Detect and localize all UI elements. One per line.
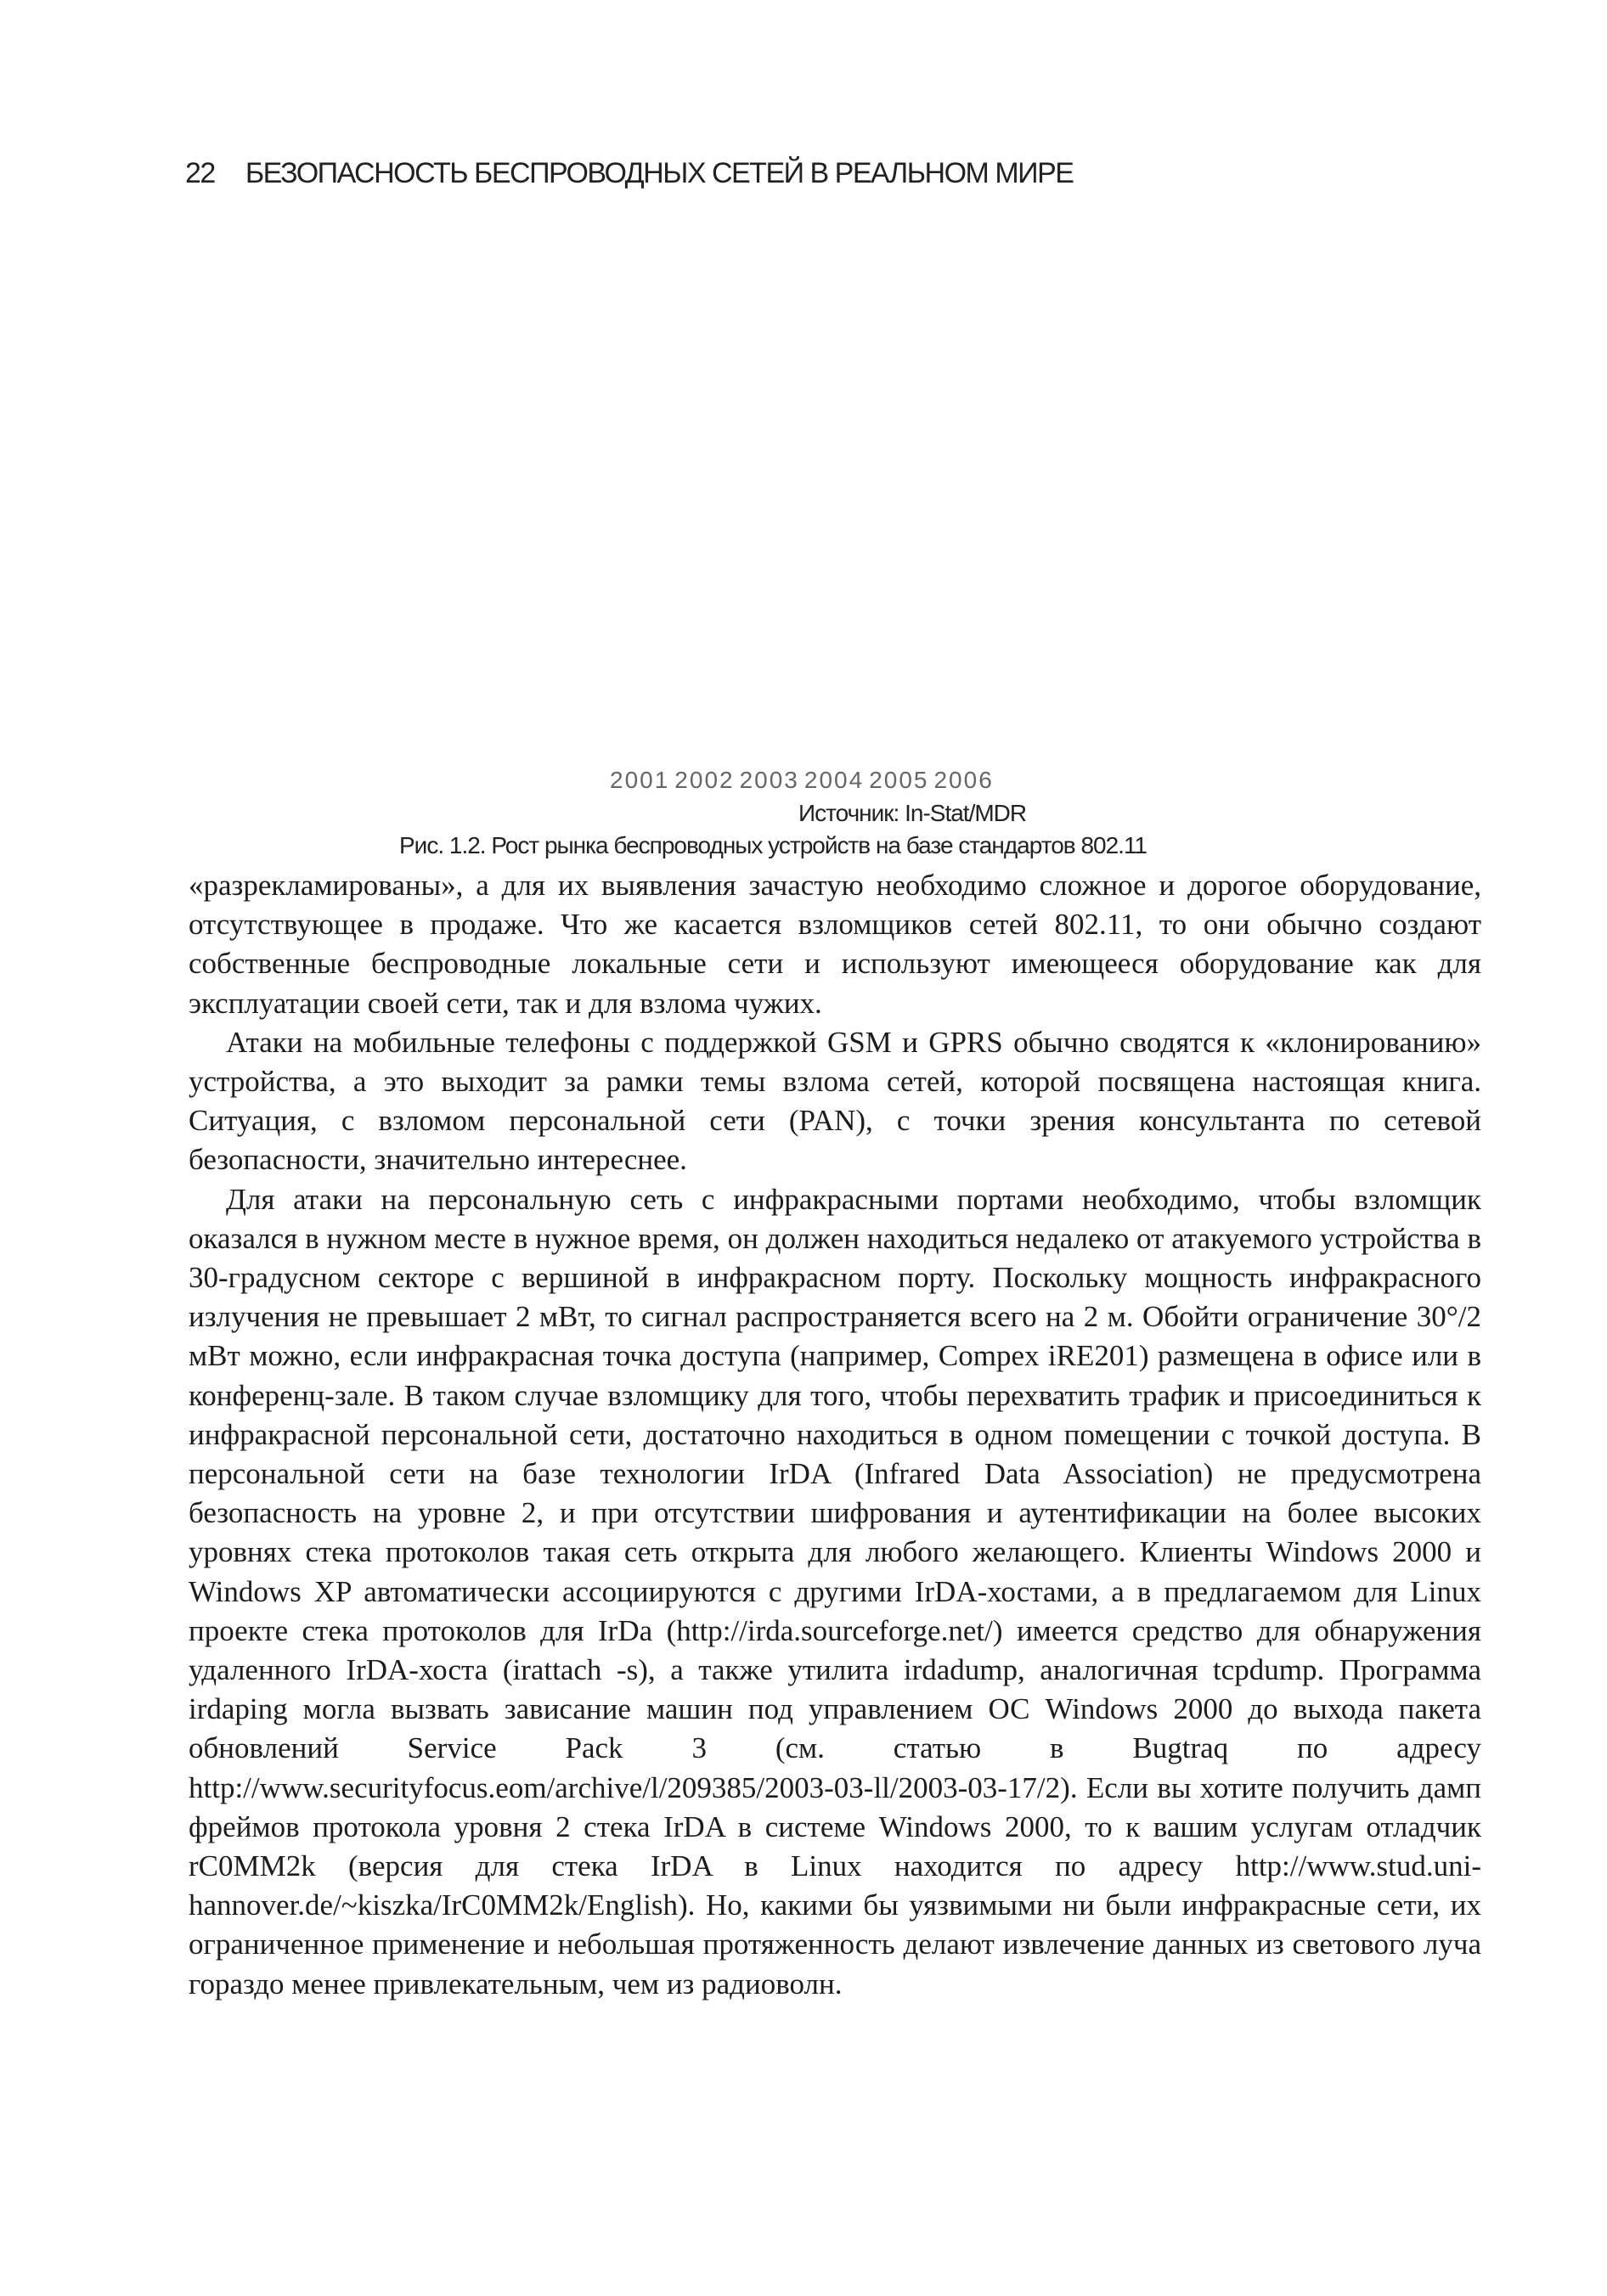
year-label: 2004: [804, 767, 865, 793]
year-label: 2006: [933, 767, 994, 793]
figure-source: Источник: In-Stat/MDR: [798, 800, 1027, 826]
paragraph: Для атаки на персональную сеть с инфракрасными портами необходимо, чтобы взломщик оказался в нужном месте в нужное время, он должен находиться недалеко от атакуемого устройства в 30-градусном секторе с вершиной в инфракрасном порту. Поскольку мощность инфракрасного излучения не превышает 2 мВт, то сигнал распространяется всего на 2 м. Обойти ограничение 30°/2 мВт можно, если инфракрасная точка доступа (например, Compex iRE201) размещена в офисе или в конференц-зале. В таком случае взломщику для того, чтобы перехватить трафик и присоединиться к инфракрасной персональной сети, достаточно находиться в одном помещении с точкой доступа. В персональной сети на базе технологии IrDA (Infrared Data Association) не предусмотрена безопасность на уровне 2, и при отсутствии шифрования и аутентификации на более высоких уровнях стека протоколов такая сеть открыта для любого желающего. Клиенты Windows 2000 и Windows XP автоматически ассоциируются с другими IrDA-хостами, а в предлагаемом для Linux проекте стека протоколов для IrDa (http://irda.sourceforge.net/) имеется средство для обнаружения удаленного IrDA-хоста (irattach -s), а также утилита irdadump, аналогичная tcpdump. Программа irdaping могла вызвать зависание машин под управлением ОС Windows 2000 до выхода пакета обновлений Service Pack 3 (см. статью в Bugtraq по адресу http://www.securityfocus.eom/archive/l/209385/2003-03-ll/2003-03-17/2). Если вы хотите получить дамп фреймов протокола уровня 2 стека IrDA в системе Windows 2000, то к вашим услугам отладчик rC0MM2k (версия для стека IrDA в Linux находится по адресу http://www.stud.uni-hannover.de/~kiszka/IrC0MM2k/English). Но, какими бы уязвимыми ни были инфракрасные сети, их ограниченное применение и небольшая протяженность делают извлечение данных из светового луча гораздо менее привлекательным, чем из радиоволн.: [189, 1182, 1481, 2001]
year-label: 2002: [674, 767, 735, 793]
year-label: 2001: [610, 767, 670, 793]
figure-image-area: [185, 221, 1485, 764]
paragraph: Атаки на мобильные телефоны с поддержкой GSM и GPRS обычно сводятся к «клонированию» устройства, а это выходит за рамки темы взлома сетей, которой посвящена настоящая книга. Ситуация, с взломом персональной сети (PAN), с точки зрения консультанта по сетевой безопасности, значительно интереснее.: [189, 1025, 1481, 1177]
figure-caption: Рис. 1.2. Рост рынка беспроводных устройств на базе стандартов 802.11: [399, 832, 1147, 858]
body-text: [189, 866, 1481, 2004]
figure-year-axis: [610, 767, 999, 794]
running-title: БЕЗОПАСНОСТЬ БЕСПРОВОДНЫХ СЕТЕЙ В РЕАЛЬНОМ МИРЕ: [245, 157, 1074, 189]
year-label: 2005: [869, 767, 929, 793]
paragraph: «разрекламированы», а для их выявления зачастую необходимо сложное и дорогое оборудование, отсутствующее в продаже. Что же касается взломщиков сетей 802.11, то они обычно создают собственные беспроводные локальные сети и используют имеющееся оборудование как для эксплуатации своей сети, так и для взлома чужих.: [189, 869, 1481, 1020]
year-label: 2003: [739, 767, 799, 793]
page-number: 22: [185, 157, 215, 189]
running-header: [185, 157, 1073, 190]
